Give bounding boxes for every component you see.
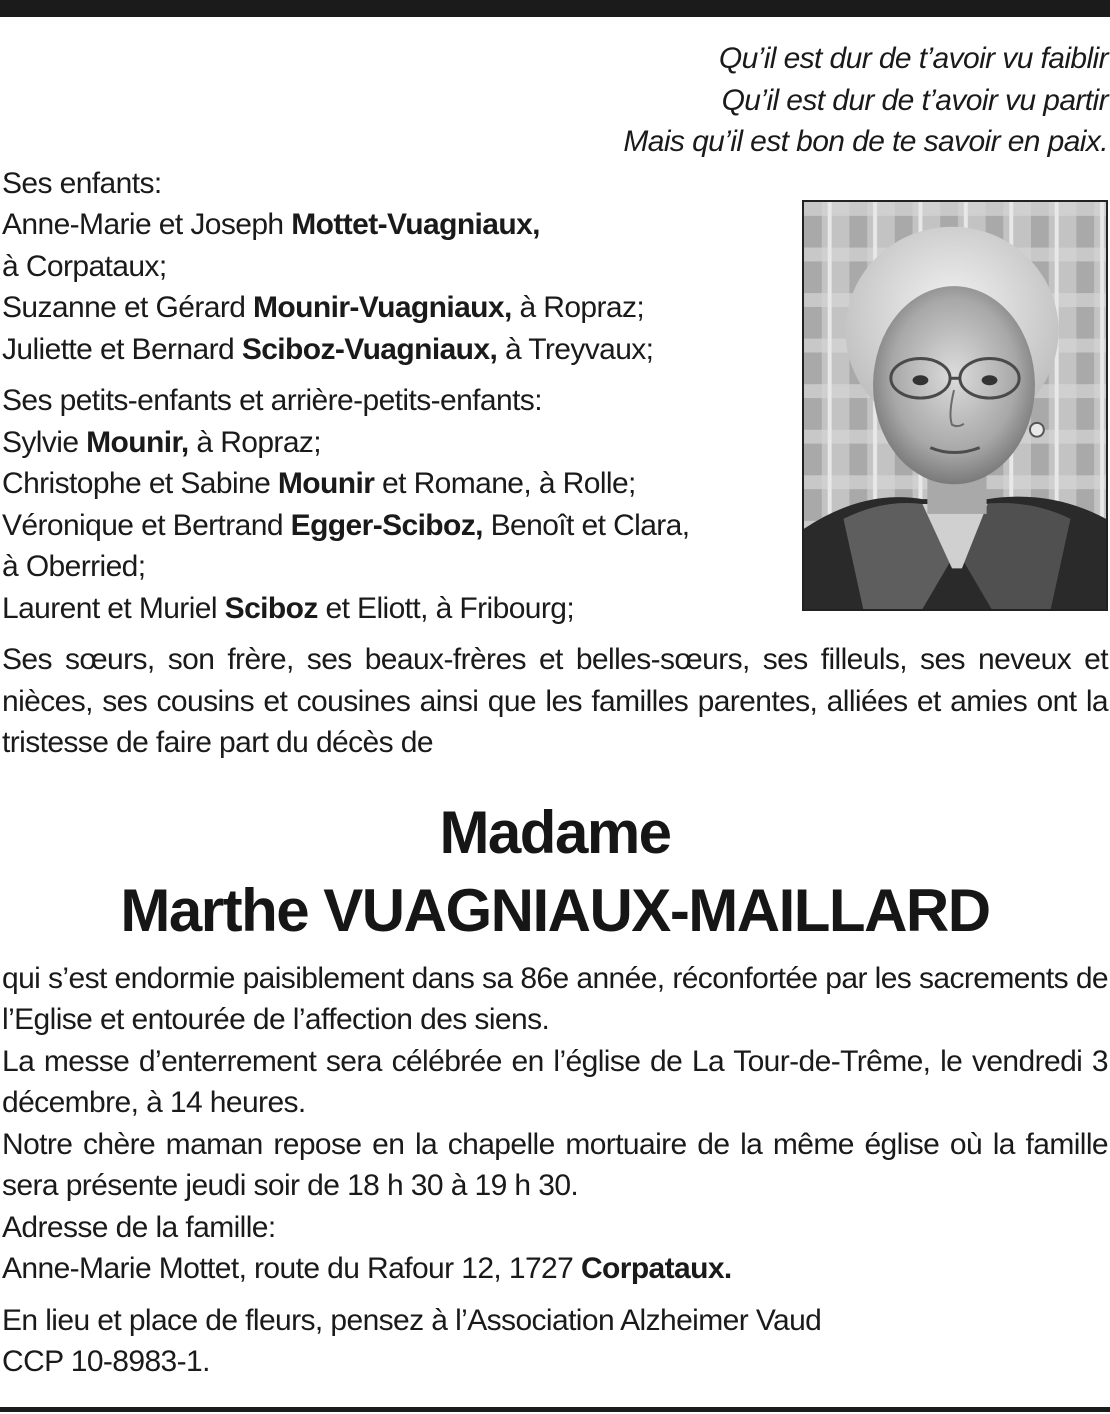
address-text: Anne-Marie Mottet, route du Rafour 12, 1727 xyxy=(2,1252,581,1285)
address-city: Corpataux. xyxy=(580,1252,732,1285)
grandchild-entry xyxy=(2,463,792,505)
grandchild-entry xyxy=(2,422,792,464)
deceased-title: Madame xyxy=(439,798,671,866)
entry-text: à Treyvaux; xyxy=(497,332,654,366)
child-entry xyxy=(2,204,792,246)
grandchildren-heading: Ses petits-enfants et arrière-petits-enfants: xyxy=(2,384,542,417)
details-section xyxy=(2,958,1108,1290)
bottom-rule xyxy=(0,1407,1110,1412)
entry-text: Benoît et Clara, xyxy=(482,508,690,542)
entry-text: Laurent et Muriel xyxy=(2,591,225,625)
entry-text: Anne-Marie et Joseph xyxy=(2,208,292,241)
entry-text: Christophe et Sabine xyxy=(2,467,278,500)
grandchild-entry xyxy=(2,505,792,547)
deceased-name xyxy=(2,794,1108,950)
donation-section xyxy=(2,1300,1108,1383)
poem-line: Qu’il est dur de t’avoir vu faiblir xyxy=(718,42,1108,75)
entry-text: à Ropraz; xyxy=(511,291,645,324)
grandchild-entry xyxy=(2,546,792,588)
entry-surname: Sciboz-Vuagniaux, xyxy=(241,332,498,366)
poem-line: Mais qu’il est bon de te savoir en paix. xyxy=(623,125,1108,158)
entry-surname: Mounir xyxy=(277,467,375,500)
deceased-fullname: Marthe VUAGNIAUX-MAILLARD xyxy=(120,876,990,944)
entry-surname: Mottet-Vuagniaux, xyxy=(291,208,540,241)
entry-text: Juliette et Bernard xyxy=(2,332,242,366)
rest-text: Notre chère maman repose en la chapelle mortuaire de la même église où la famille sera présente jeudi soir de 18 h 30 à 19 h 30. xyxy=(2,1127,1108,1202)
child-entry xyxy=(2,287,792,329)
donation-text: En lieu et place de fleurs, pensez à l’Association Alzheimer Vaud xyxy=(2,1303,822,1337)
entry-text: et Romane, à Rolle; xyxy=(374,467,636,500)
entry-surname: Egger-Sciboz, xyxy=(290,508,483,542)
entry-surname: Mounir, xyxy=(86,425,189,459)
entry-text: à Corpataux; xyxy=(2,249,167,283)
address-heading: Adresse de la famille: xyxy=(2,1210,276,1244)
poem-line: Qu’il est dur de t’avoir vu partir xyxy=(721,83,1108,117)
entry-surname: Mounir-Vuagniaux, xyxy=(253,291,512,324)
entry-surname: Sciboz xyxy=(224,591,318,625)
portrait-image xyxy=(804,202,1106,609)
funeral-text: La messe d’enterrement sera célébrée en l’église de La Tour-de-Trême, le vendredi 3 décembre, à 14 heures. xyxy=(2,1044,1108,1119)
child-entry xyxy=(2,329,792,371)
grandchild-entry xyxy=(2,588,792,630)
entry-text: Véronique et Bertrand xyxy=(2,508,291,542)
entry-text: à Ropraz; xyxy=(188,425,322,459)
entry-text: à Oberried; xyxy=(2,550,146,583)
portrait-photo xyxy=(802,200,1108,611)
family-list xyxy=(2,163,792,630)
child-entry xyxy=(2,246,792,288)
donation-account: CCP 10-8983-1. xyxy=(2,1345,210,1378)
passing-text: qui s’est endormie paisiblement dans sa 86e année, réconfortée par les sacrements de l’Eglise et entourée de l’affection des siens. xyxy=(2,961,1108,1036)
entry-text: Sylvie xyxy=(2,425,87,459)
address-line xyxy=(2,1248,1108,1290)
poem xyxy=(2,38,1108,163)
top-rule xyxy=(0,0,1110,17)
children-heading: Ses enfants: xyxy=(2,166,162,200)
relatives-paragraph: Ses sœurs, son frère, ses beaux-frères et belles-sœurs, ses filleuls, ses neveux et nièces, ses cousins et cousines ainsi que les familles parentes, alliées et amies ont la tristesse de faire part du décès de xyxy=(2,643,1108,759)
entry-text: Suzanne et Gérard xyxy=(2,291,254,324)
entry-text: et Eliott, à Fribourg; xyxy=(317,591,575,625)
obituary-notice xyxy=(2,38,1108,1383)
family-section xyxy=(2,163,1108,630)
